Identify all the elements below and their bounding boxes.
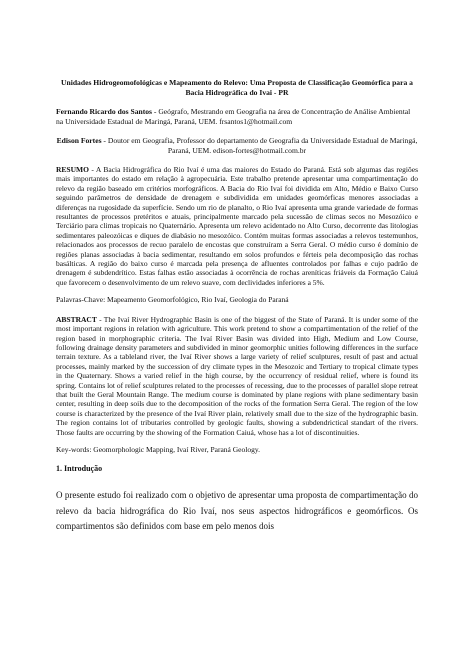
author-2-name: Edison Fortes [56, 136, 102, 145]
author-2 [56, 136, 418, 156]
section-heading-introducao: 1. Introdução [56, 464, 103, 474]
abstract-paragraph [56, 315, 418, 437]
resumo-label: RESUMO [56, 165, 89, 174]
resumo-text: - A Bacia Hidrográfica do Rio Ivaí é uma das maiores do Estado do Paraná. Está sob algumas das regiões mais importantes do estado em relação à agropecuária. Este trabalho pretende apresentar uma compartimentação do relevo da região baseado em critérios morfográficos. A Bacia do Rio Ivaí foi dividida em Alto, Médio e Baixo Curso seguindo parâmetros de densidade de drenagem e subdividida em unidades geomórficas menores associadas a diferenças na rugosidade da superfície. Sendo um rio de planalto, o Rio Ivaí apresenta uma grande variedade de formas resultantes de processos pretéritos e atuais, principalmente marcado pela sucessão de climas secos no Mesozóico e Terciário para climas tropicais no Quaternário. Apresenta um relevo acidentado no Alto Curso, decorrente das litologias sedimentares paleozóicas e diques de diabásio no mesozóico. Contém muitas formas associadas a relevos testemunhos, relacionados aos processos de recuo paralelo de encostas que construíram a Serra Geral. O médio curso é domínio de regiões planas associadas à bacia sedimentar, resultando em solos profundos e férteis pela decomposição das rochas basálticas. A região do baixo curso é marcada pela presença de afluentes controlados por falhas e cujo padrão de drenagem é subdendrítico. Estas falhas estão associadas à ocorrência de rochas areníticas friáveis da Formação Caiuá que favorecem o desenvolvimento de um relevo suave, com declividades inferiores a 5%. [56, 165, 418, 287]
abstract-label: ABSTRACT [56, 314, 97, 324]
intro-paragraph: O presente estudo foi realizado com o objetivo de apresentar uma proposta de compartimentação do relevo da bacia hidrográfica do Rio Ivaí, nos seus aspectos hidrográficos e geomórficos. Os compartimentos são definidos com base em pelo menos dois [56, 490, 418, 532]
resumo-paragraph [56, 165, 418, 287]
author-1 [56, 107, 418, 127]
palavras-chave: Palavras-Chave: Mapeamento Geomorfológico, Rio Ivaí, Geologia do Paraná [56, 295, 289, 305]
author-2-affiliation: - Doutor em Geografia, Professor do departamento de Geografia da Universidade Estadual de Maringá, Paraná, UEM. edison-fortes@hotmail.com.br [101, 136, 418, 155]
author-1-name: Fernando Ricardo dos Santos [56, 107, 152, 116]
author-1-affiliation: - Geógrafo, Mestrando em Geografia na área de Concentração de Análise Ambiental na Universidade Estadual de Maringá, Paraná, UEM. frsantos1@hotmail.com [56, 107, 411, 126]
abstract-text: - The Ivaí River Hydrographic Basin is one of the biggest of the State of Paraná. It is under some of the most important regions in relation with agriculture. This work pretend to show a compartimentation of the relief of the region based in morphographic criteria. The Ivaí River Basin was divided into High, Medium and Low Course, following drainage density parameters and subdivided in minor geomorphic unities following differences in the surface terrain texture. As a tableland river, the Ivaí River shows a large variety of relief sculptures, result of past and actual processes, mainly marked by the succession of dry climate types in the Mesozoic and Tertiary to tropical climate types in the Quaternary. Shows a varied relief in the high course, by the occurrency of residual relief, where is found its spring. Contains lot of relief sculptures related to the processes of recessing, due to the processes of parallel slope retreat that built the Geral Mountain Range. The medium course is dominated by plane regions with plane sedimentary basin center, resulting in deep soils due to the decomposition of the rocks of the formation Serra Geral. The region of the low course is characterized by the presence of the Ivaí River plain, relatively small due to the size of the hydrographic basin. The region contains lot of tributaries controlled by geologic faults, showing a subdendrictical standart of the rivers. Those faults are occurring by the showing of the Formation Caiuá, whose has a lot of discontinuities. [56, 314, 418, 437]
paper-title: Unidades Hidrogeomofológicas e Mapeamento do Relevo: Uma Proposta de Classificação Geomórfica para a Bacia Hidrográfica do Ivai - PR [61, 78, 413, 97]
keywords: Key-words: Geomorphologic Mapping, Ivaí River, Paraná Geology. [56, 444, 260, 454]
